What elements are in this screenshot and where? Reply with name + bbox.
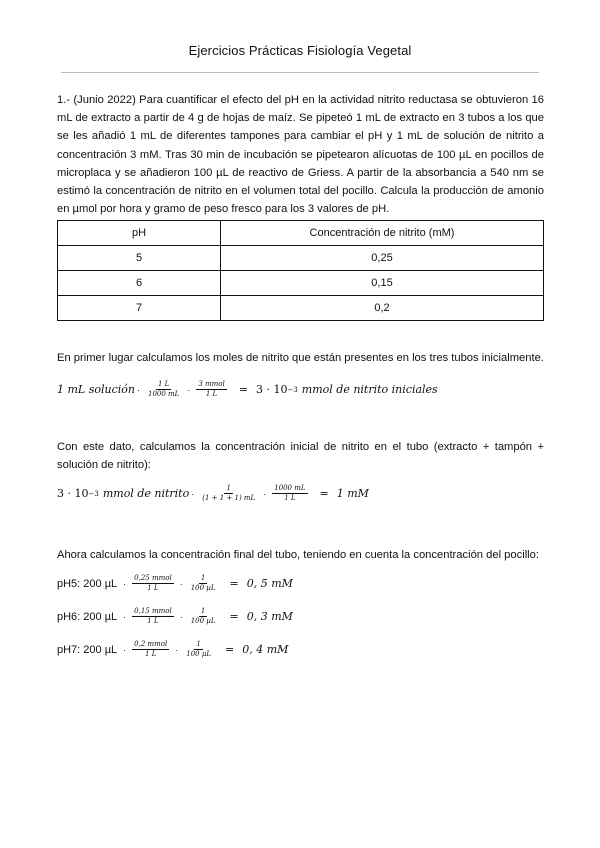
table-row [58, 246, 544, 271]
cell-concentration: 0,15 [221, 271, 544, 296]
fraction-denominator: 100 µL [190, 617, 216, 625]
fraction-denominator: 1 L [147, 617, 159, 625]
cell-ph: 7 [58, 296, 221, 321]
eq2-lhs-unit: mmol de nitrito [102, 487, 190, 500]
step1-text: En primer lugar calculamos los moles de nitrito que están presentes en los tres tubos inicialmente. [57, 352, 544, 364]
column-header-ph: pH [58, 221, 221, 246]
equation-moles: 1 mL solución · $\frac{1 L}{1000 mL}$ · $\frac{\text{3 mmol}}{1 L}$ = 3 · 10 −3 mmol de nitrito iniciales [57, 380, 438, 398]
eq1-fraction-1 [146, 380, 181, 399]
fraction-denominator: 1 L [205, 390, 218, 398]
eq2-lhs-coef: 3 · 10 [57, 487, 89, 500]
equation-initial-concentration: 3 · 10 −3 mmol de nitrito · $\frac{1}{(1 + 1 + 1) mL}$ · $\frac{1000 mL}{1 L}$ = 1 mM [57, 484, 369, 502]
fraction-denominator: 1 L [145, 650, 157, 658]
fraction-numerator: 1 [226, 484, 231, 492]
column-header-concentration: Concentración de nitrito (mM) [221, 221, 544, 246]
cell-concentration: 0,25 [221, 246, 544, 271]
header-divider [61, 72, 539, 73]
cell-ph: 5 [58, 246, 221, 271]
equation-ph5: pH5: 200 µL · $\frac{\text{0,25 mmol}}{1 L}$ · $\frac{1}{\text{100 µL}}$ = 0, 5 mM [57, 574, 293, 592]
eq-ph7-fraction-1 [132, 640, 169, 659]
problem-statement: 1.- (Junio 2022) Para cuantificar el efecto del pH en la actividad nitrito reductasa se obtuvieron 16 mL de extracto a partir de 4 g de hojas de maíz. Se pipeteó 1 mL de extracto en 3 tubos a los que se les añadió 1 mL de diferentes tampones para cambiar el pH y 1 mL de solución de nitrito a concentración 3 mM. Tras 30 min de incubación se pipetearon alícuotas de 100 µL en pocillos de microplaca y se añadieron 100 µL de reactivo de Griess. A partir de la absorbancia a 540 nm se estimó la concentración de nitrito en el volumen total del pocillo. Calcula la producción de amonio en µmol por hora y gramo de peso fresco para los 3 valores de pH. [57, 94, 544, 216]
fraction-numerator: 3 mmol [198, 380, 225, 388]
cell-ph: 6 [58, 271, 221, 296]
eq1-lhs: 1 mL solución [57, 383, 135, 396]
step3-text: Ahora calculamos la concentración final del tubo, teniendo en cuenta la concentración del pocillo: [57, 549, 539, 561]
eq-ph5-fraction-2 [189, 574, 218, 593]
eq-ph7-fraction-2 [184, 640, 213, 659]
page-title: Ejercicios Prácticas Fisiología Vegetal [188, 43, 412, 58]
fraction-numerator: 0,2 mmol [134, 640, 168, 648]
table-header-row [58, 221, 544, 246]
eq-ph7-result: 0, 4 mM [242, 643, 289, 656]
equation-ph6: pH6: 200 µL · $\frac{\text{0,15 mmol}}{1 L}$ · $\frac{1}{\text{100 µL}}$ = 0, 3 mM [57, 607, 293, 625]
step2-text: Con este dato, calculamos la concentración inicial de nitrito en el tubo (extracto + tampón + solución de nitrito): [57, 441, 544, 471]
eq2-fraction-1 [200, 484, 257, 503]
fraction-denominator: (1 + 1 + 1) mL [202, 494, 256, 502]
table-row [58, 271, 544, 296]
eq1-result-unit: mmol de nitrito iniciales [301, 383, 438, 396]
fraction-denominator: 1 L [147, 584, 159, 592]
fraction-numerator: 1 [196, 640, 201, 648]
table-row [58, 296, 544, 321]
fraction-numerator: 1 [200, 574, 206, 582]
fraction-denominator: 100 µL [190, 584, 216, 592]
eq-ph6-label: pH6: 200 µL [57, 610, 118, 623]
fraction-denominator: 1000 mL [147, 390, 180, 398]
eq-ph7-label: pH7: 200 µL [57, 643, 118, 656]
eq-ph5-label: pH5: 200 µL [57, 577, 118, 590]
eq2-fraction-2 [272, 484, 307, 503]
fraction-denominator: 100 µL [186, 650, 212, 658]
eq1-result-exp: −3 [287, 385, 298, 394]
fraction-denominator: 1 L [284, 494, 296, 502]
eq2-lhs-exp: −3 [88, 489, 99, 498]
eq-ph6-result: 0, 3 mM [246, 610, 293, 623]
eq-ph5-result: 0, 5 mM [246, 577, 293, 590]
fraction-numerator: 1 [200, 607, 206, 615]
eq1-result-coef: 3 · 10 [255, 383, 288, 396]
equation-ph7: pH7: 200 µL · $\frac{\text{0,2 mmol}}{1 L}$ · $\frac{1}{\text{100 µL}}$ = 0, 4 mM [57, 640, 289, 658]
fraction-numerator: 0,25 mmol [134, 574, 172, 582]
eq-ph6-fraction-1 [132, 607, 174, 626]
nitrite-table [57, 220, 544, 321]
eq1-fraction-2 [196, 380, 226, 399]
fraction-numerator: 1000 mL [274, 484, 306, 492]
eq-ph5-fraction-1 [132, 574, 174, 593]
fraction-numerator: 1 L [157, 380, 170, 388]
fraction-numerator: 0,15 mmol [134, 607, 172, 615]
eq2-result: 1 mM [336, 487, 369, 500]
cell-concentration: 0,2 [221, 296, 544, 321]
eq-ph6-fraction-2 [189, 607, 218, 626]
